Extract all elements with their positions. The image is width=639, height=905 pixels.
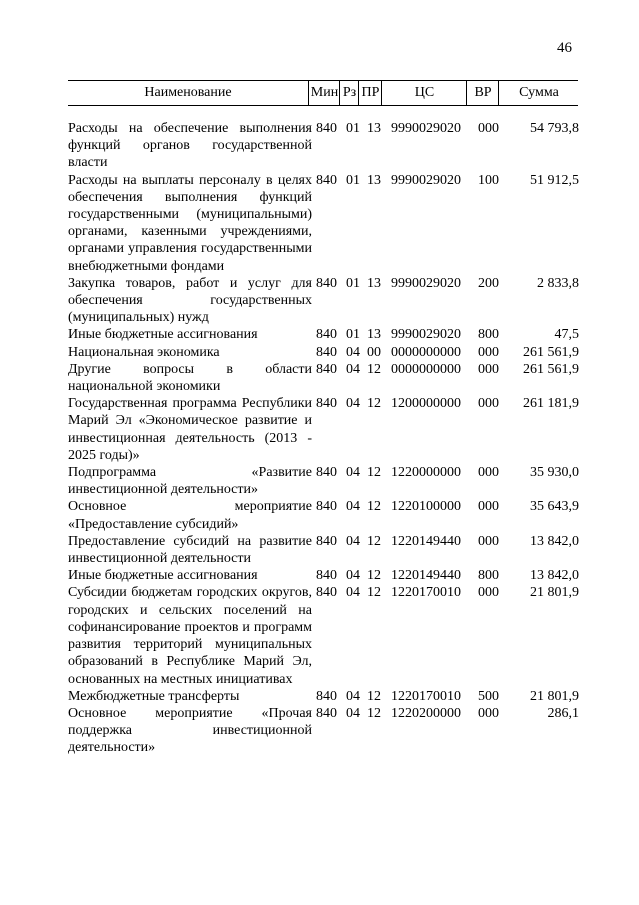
cell-rz: 04 xyxy=(346,568,360,584)
cell-sum: 2 833,8 xyxy=(537,275,579,291)
cell-vr: 000 xyxy=(478,499,499,515)
cell-cs: 0000000000 xyxy=(391,344,461,360)
cell-cs: 9990029020 xyxy=(391,327,461,343)
cell-vr: 200 xyxy=(478,275,499,291)
cell-vr: 000 xyxy=(478,361,499,377)
cell-min: 840 xyxy=(316,327,337,343)
cell-pr: 12 xyxy=(367,688,381,704)
cell-vr: 100 xyxy=(478,172,499,188)
table-row xyxy=(68,395,580,464)
cell-pr: 00 xyxy=(367,344,381,360)
cell-sum: 35 643,9 xyxy=(530,499,579,515)
cell-sum: 21 801,9 xyxy=(530,688,579,704)
cell-name: Другие вопросы в области национальной экономики xyxy=(68,361,312,395)
cell-name: Подпрограмма «Развитие инвестиционной деятельности» xyxy=(68,465,312,498)
cell-pr: 12 xyxy=(367,361,381,377)
header-min: Мин xyxy=(308,81,340,105)
cell-sum: 54 793,8 xyxy=(530,121,579,136)
cell-vr: 000 xyxy=(478,705,499,721)
cell-rz: 04 xyxy=(346,344,360,360)
cell-cs: 9990029020 xyxy=(391,121,461,136)
cell-cs: 1220149440 xyxy=(391,568,461,584)
cell-rz: 01 xyxy=(346,275,360,291)
cell-min: 840 xyxy=(316,396,337,412)
cell-pr: 12 xyxy=(367,705,381,721)
cell-min: 840 xyxy=(316,465,337,481)
cell-min: 840 xyxy=(316,499,337,515)
cell-sum: 261 561,9 xyxy=(523,344,579,360)
cell-cs: 1220100000 xyxy=(391,499,461,515)
cell-name: Иные бюджетные ассигнования xyxy=(68,568,258,584)
table-row xyxy=(68,567,580,584)
cell-pr: 12 xyxy=(367,585,381,601)
cell-cs: 1220200000 xyxy=(391,705,461,721)
cell-sum: 13 842,0 xyxy=(530,533,579,549)
cell-min: 840 xyxy=(316,361,337,377)
cell-min: 840 xyxy=(316,705,337,721)
cell-rz: 04 xyxy=(346,361,360,377)
cell-rz: 04 xyxy=(346,465,360,481)
table-row xyxy=(68,361,580,395)
cell-sum: 261 561,9 xyxy=(523,361,579,377)
cell-cs: 1220000000 xyxy=(391,465,461,481)
cell-min: 840 xyxy=(316,121,337,136)
cell-pr: 12 xyxy=(367,533,381,549)
cell-cs: 1220170010 xyxy=(391,688,461,704)
header-vr: ВР xyxy=(466,81,499,105)
header-sum: Сумма xyxy=(498,81,579,105)
cell-cs: 9990029020 xyxy=(391,172,461,188)
cell-vr: 000 xyxy=(478,585,499,601)
cell-vr: 500 xyxy=(478,688,499,704)
table-row xyxy=(68,688,580,705)
cell-vr: 000 xyxy=(478,396,499,412)
table-row xyxy=(68,705,580,757)
cell-cs: 0000000000 xyxy=(391,361,461,377)
cell-pr: 13 xyxy=(367,327,381,343)
cell-sum: 51 912,5 xyxy=(530,172,579,188)
cell-rz: 04 xyxy=(346,585,360,601)
cell-rz: 04 xyxy=(346,705,360,721)
cell-pr: 12 xyxy=(367,499,381,515)
table-body xyxy=(68,120,580,757)
header-pr: ПР xyxy=(358,81,382,105)
cell-min: 840 xyxy=(316,344,337,360)
cell-sum: 21 801,9 xyxy=(530,585,579,601)
cell-sum: 261 181,9 xyxy=(523,396,579,412)
cell-cs: 1220170010 xyxy=(391,585,461,601)
cell-vr: 000 xyxy=(478,344,499,360)
cell-cs: 1220149440 xyxy=(391,533,461,549)
cell-pr: 13 xyxy=(367,275,381,291)
cell-rz: 01 xyxy=(346,172,360,188)
cell-name: Закупка товаров, работ и услуг для обеспечения государственных (муниципальных) нужд xyxy=(68,275,312,326)
cell-vr: 000 xyxy=(478,121,499,136)
cell-rz: 04 xyxy=(346,396,360,412)
cell-sum: 286,1 xyxy=(547,705,579,721)
cell-cs: 9990029020 xyxy=(391,275,461,291)
cell-name: Государственная программа Республики Марий Эл «Экономическое развитие и инвестиционная деятельность (2013 - 2025 годы)» xyxy=(68,396,312,463)
cell-rz: 04 xyxy=(346,533,360,549)
table-row xyxy=(68,584,580,687)
cell-vr: 800 xyxy=(478,327,499,343)
cell-rz: 04 xyxy=(346,499,360,515)
table-row xyxy=(68,498,580,532)
cell-name: Предоставление субсидий на развитие инвестиционной деятельности xyxy=(68,533,312,567)
cell-sum: 35 930,0 xyxy=(530,465,579,481)
cell-name: Иные бюджетные ассигнования xyxy=(68,327,258,343)
cell-sum: 47,5 xyxy=(554,327,579,343)
cell-name: Субсидии бюджетам городских округов, городских и сельских поселений на софинансирование проектов и программ развития территорий муниципальных образований в Республике Марий Эл, основанных на местных инициативах xyxy=(68,585,312,687)
table-row xyxy=(68,344,580,361)
cell-rz: 01 xyxy=(346,327,360,343)
header-cs: ЦС xyxy=(381,81,467,105)
header-rz: Рз xyxy=(339,81,359,105)
cell-name: Основное мероприятие «Предоставление субсидий» xyxy=(68,499,312,532)
cell-vr: 000 xyxy=(478,533,499,549)
cell-rz: 01 xyxy=(346,121,360,136)
cell-name: Национальная экономика xyxy=(68,344,220,360)
cell-cs: 1200000000 xyxy=(391,396,461,412)
cell-name: Расходы на выплаты персоналу в целях обеспечения выполнения функций государственными (муниципальными) органами, казенными учреждениями, органами управления государственными внебюджетными фондами xyxy=(68,172,312,274)
cell-pr: 13 xyxy=(367,172,381,188)
cell-min: 840 xyxy=(316,172,337,188)
table-row xyxy=(68,533,580,567)
table-row xyxy=(68,275,580,327)
header-name: Наименование xyxy=(144,85,232,100)
cell-name: Основное мероприятие «Прочая поддержка инвестиционной деятельности» xyxy=(68,705,312,756)
table-row xyxy=(68,120,580,172)
page-number: 46 xyxy=(557,40,572,56)
cell-min: 840 xyxy=(316,688,337,704)
cell-min: 840 xyxy=(316,568,337,584)
table-row xyxy=(68,464,580,498)
cell-pr: 12 xyxy=(367,465,381,481)
table-header xyxy=(68,80,578,106)
cell-vr: 000 xyxy=(478,465,499,481)
cell-vr: 800 xyxy=(478,568,499,584)
table-row xyxy=(68,172,580,275)
cell-pr: 12 xyxy=(367,396,381,412)
cell-min: 840 xyxy=(316,585,337,601)
cell-min: 840 xyxy=(316,533,337,549)
cell-pr: 13 xyxy=(367,121,381,136)
cell-sum: 13 842,0 xyxy=(530,568,579,584)
cell-pr: 12 xyxy=(367,568,381,584)
cell-min: 840 xyxy=(316,275,337,291)
table-row xyxy=(68,326,580,343)
cell-name: Расходы на обеспечение выполнения функций органов государственной власти xyxy=(68,121,312,171)
cell-name: Межбюджетные трансферты xyxy=(68,688,240,704)
cell-rz: 04 xyxy=(346,688,360,704)
